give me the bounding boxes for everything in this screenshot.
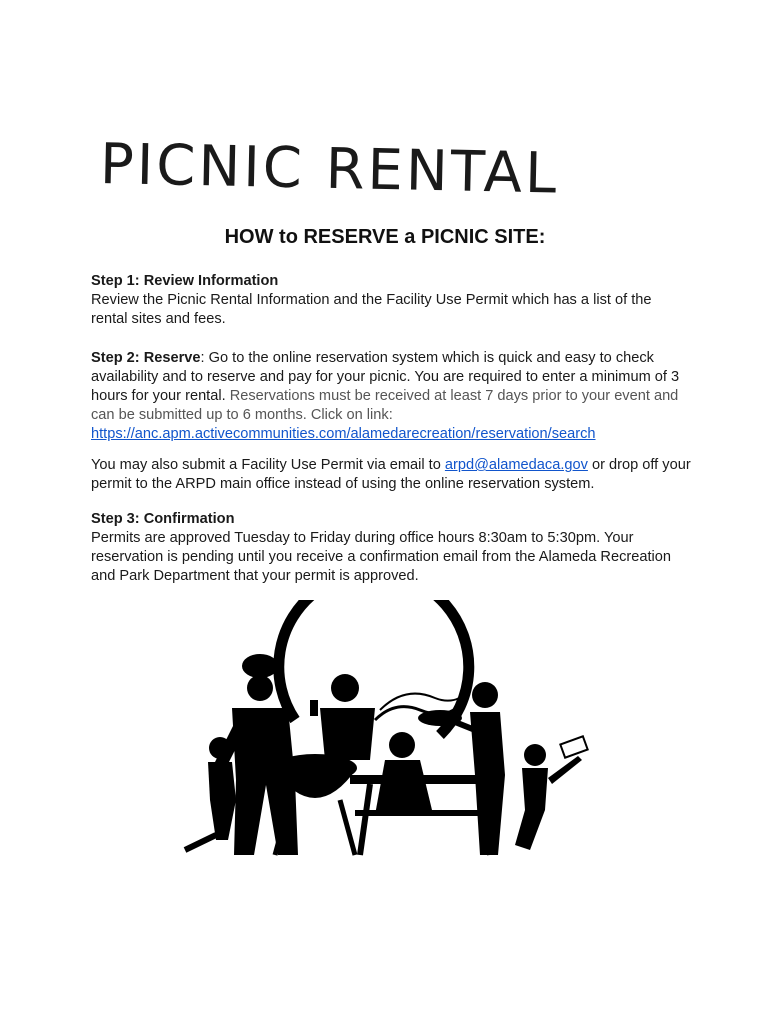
page-title: PICNIC RENTAL	[99, 132, 560, 207]
boy-figure	[524, 744, 546, 766]
alternate-text-a: You may also submit a Facility Use Permit via email to	[91, 457, 445, 473]
step-3-heading: Step 3: Confirmation	[91, 511, 235, 527]
alternate-submission-section	[91, 456, 691, 494]
chef-figure	[242, 654, 278, 678]
step-1-heading: Step 1: Review Information	[91, 273, 279, 289]
step-1-section	[91, 272, 691, 329]
step-1-text: Review the Picnic Rental Information and the Facility Use Permit which has a list of the rental sites and fees.	[91, 292, 652, 327]
alternate-text-b: or drop off your permit to the ARPD main office instead of using the online reservation system.	[91, 457, 691, 492]
step-2-text: : Go to the online reservation system which is quick and easy to check availability and to reserve and pay for your picnic. You are required to enter a minimum of 3 hours for your rental.	[91, 350, 680, 404]
girl-figure	[209, 737, 231, 759]
step-3-text: Permits are approved Tuesday to Friday during office hours 8:30am to 5:30pm. Your reservation is pending until you receive a confirmation email from the Alameda Recreation and Park Department that your permit is approved.	[91, 530, 671, 584]
step-3-section	[91, 510, 691, 586]
page-subtitle: HOW to RESERVE a PICNIC SITE:	[224, 226, 546, 248]
reservation-link[interactable]: https://anc.apm.activecommunities.com/alamedarecreation/reservation/search	[91, 426, 596, 442]
woman-seated-figure	[389, 732, 415, 758]
email-link[interactable]: arpd@alamedaca.gov	[444, 457, 588, 473]
step-2-section	[91, 349, 691, 444]
woman-standing-figure	[472, 682, 498, 708]
man-figure	[331, 674, 359, 702]
step-2-note: Reservations must be received at least 7 days prior to your event and can be submitted up to 6 months. Click on link:	[91, 388, 679, 423]
step-2-heading: Step 2: Reserve	[91, 350, 201, 366]
picnic-illustration	[170, 600, 600, 890]
